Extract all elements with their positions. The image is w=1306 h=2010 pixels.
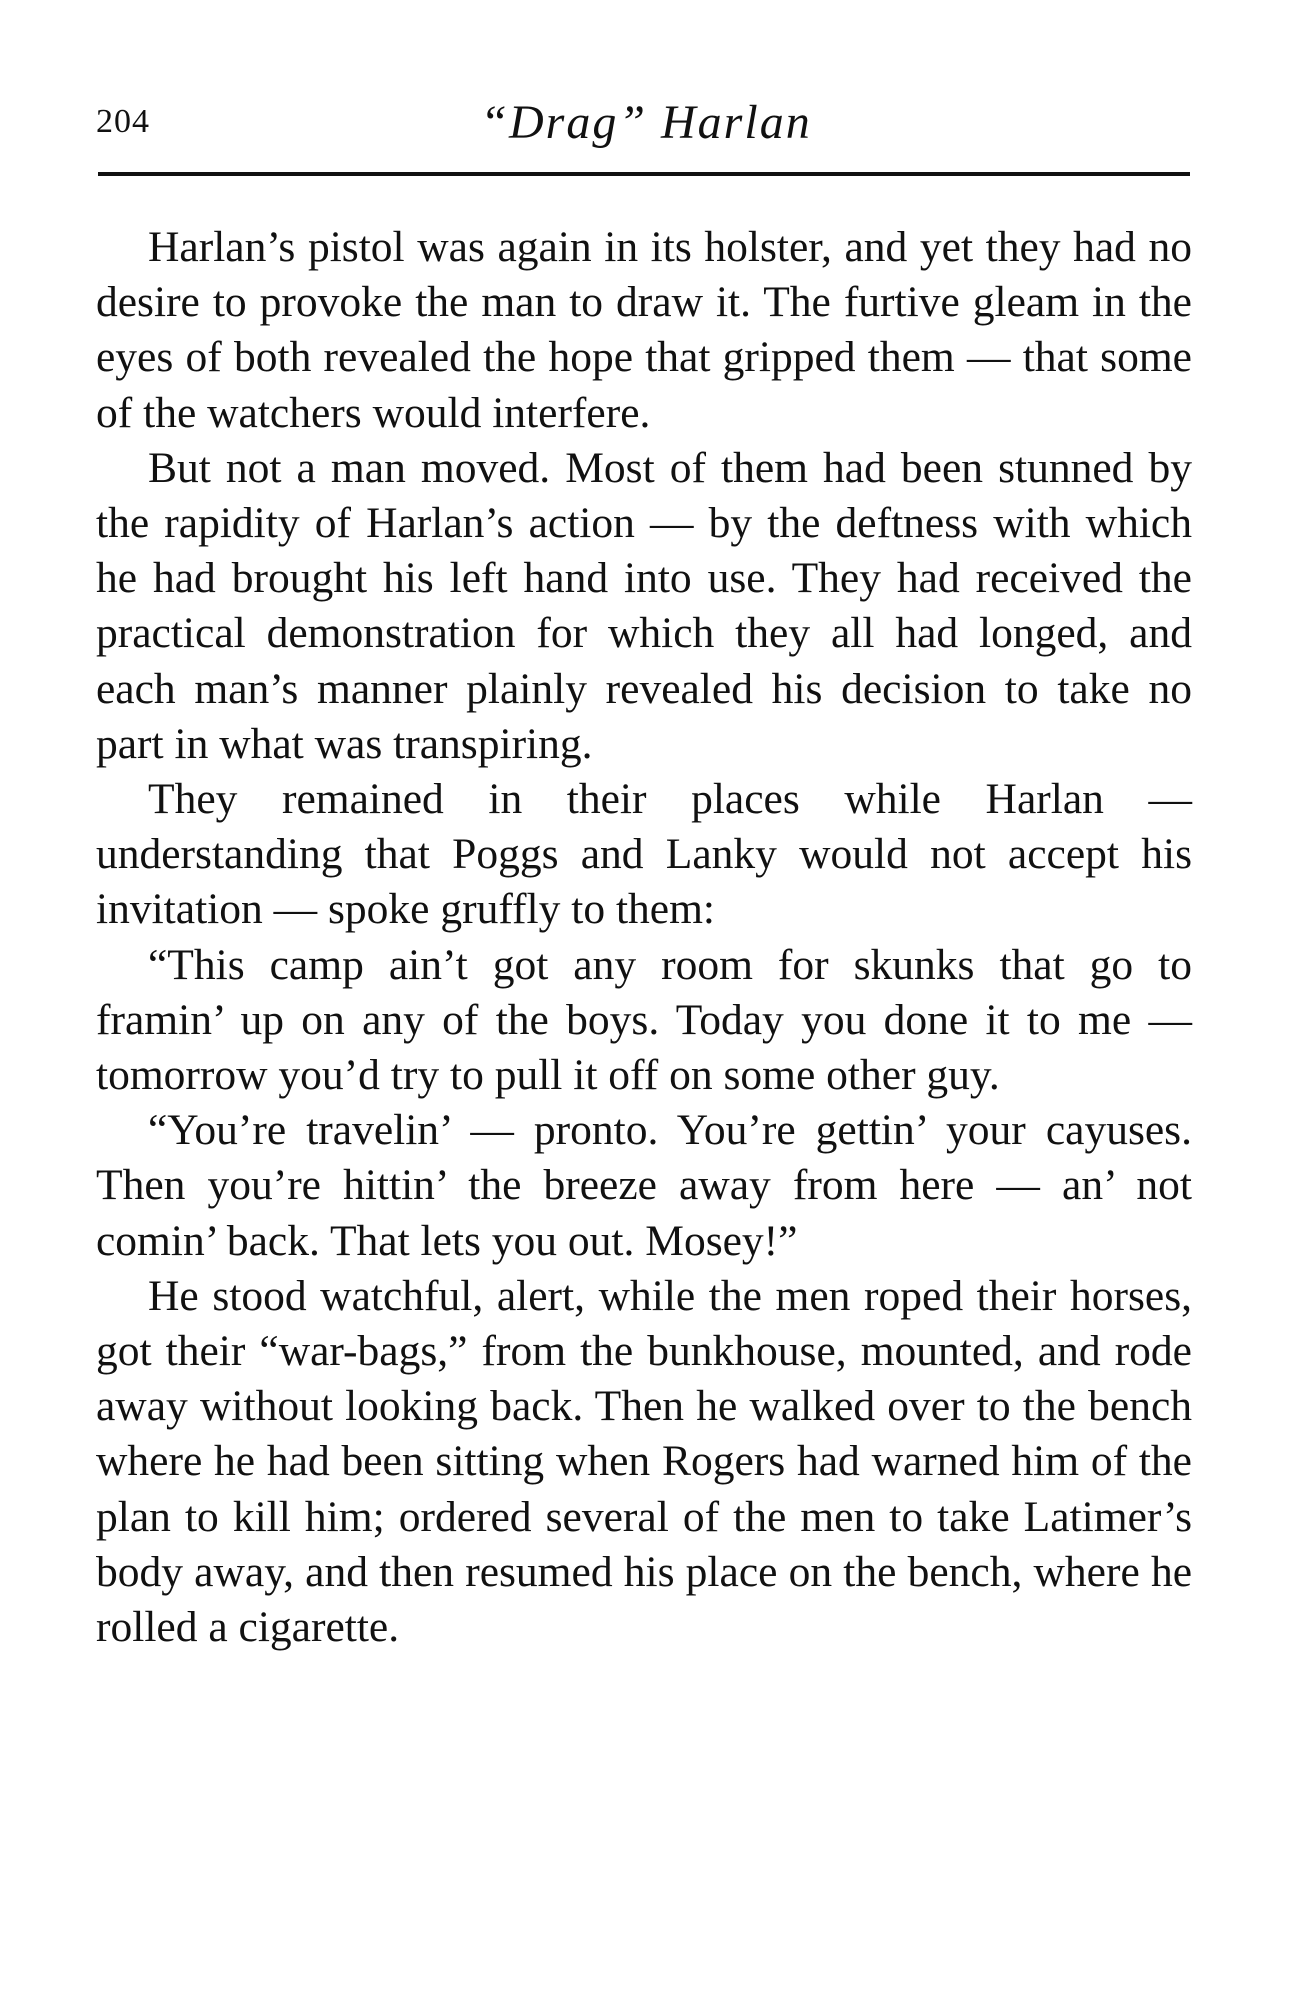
- paragraph: He stood watchful, alert, while the men roped their horses, got their “war-bags,” from the bunkhouse, mounted, and rode away without looking back. Then he walked over to the bench where he had been sitting when Rogers had warned him of the plan to kill him; ordered several of the men to take Latimer’s body away, and then resumed his place on the bench, where he rolled a cigarette.: [96, 1271, 1192, 1652]
- page-number: 204: [96, 103, 150, 140]
- running-title: “Drag” Harlan: [480, 96, 812, 149]
- paragraph: “You’re travelin’ — pronto. You’re gettin’ your cayuses. Then you’re hittin’ the breeze away from here — an’ not comin’ back. That lets you out. Mosey!”: [96, 1106, 1192, 1265]
- paragraph: But not a man moved. Most of them had been stunned by the rapidity of Harlan’s action — by the deftness with which he had brought his left hand into use. They had received the practical demonstration for which they all had longed, and each man’s manner plainly revealed his decision to take no part in what was transpiring.: [96, 443, 1192, 768]
- paragraph: Harlan’s pistol was again in its holster, and yet they had no desire to provoke the man to draw it. The furtive gleam in the eyes of both revealed the hope that gripped them — that some of the watchers would interfere.: [96, 223, 1192, 437]
- body-text: [96, 220, 1192, 1655]
- paragraph: “This camp ain’t got any room for skunks that go to framin’ up on any of the boys. Today you done it to me — tomorrow you’d try to pull it off on some other guy.: [96, 940, 1192, 1100]
- paragraph: They remained in their places while Harlan — understanding that Poggs and Lanky would not accept his invitation — spoke gruffly to them:: [96, 775, 1192, 934]
- running-head: [96, 95, 1196, 155]
- header-rule: [98, 172, 1190, 176]
